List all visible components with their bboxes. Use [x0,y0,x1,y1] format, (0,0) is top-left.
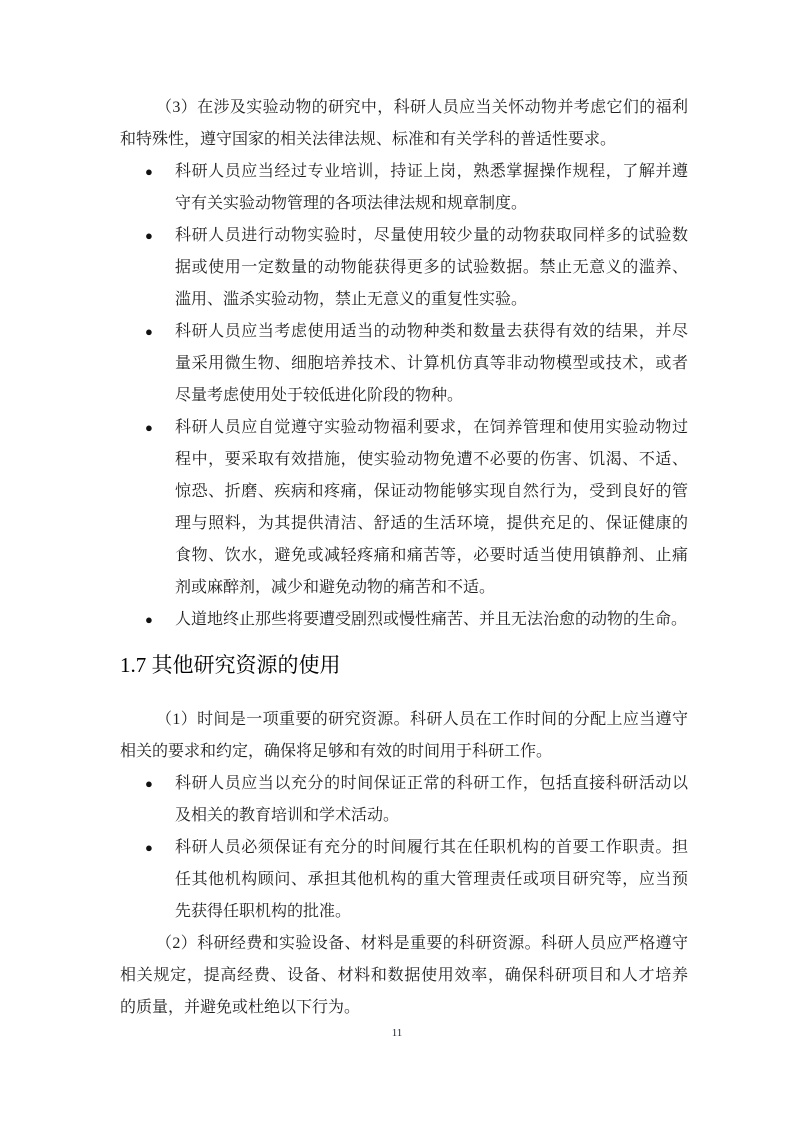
bullet-professional-training [120,156,688,220]
bullet-sufficient-time [120,768,688,832]
paragraph-1-time-resource-line-1: （1）时间是一项重要的研究资源。科研人员在工作时间的分配上应当遵守 [156,711,688,728]
paragraph-3-lab-animals-line-1: （3）在涉及实验动物的研究中，科研人员应当关怀动物并考虑它们的福利 [156,99,688,116]
bullet-icon: ● [145,228,153,243]
bullet-animal-welfare-line-2: 程中，要采取有效措施，使实验动物免遭不必要的伤害、饥渴、不适、 [175,451,688,468]
paragraph-1-time-resource [120,704,688,768]
paragraph-2-funding-equipment [120,928,688,1024]
bullet-icon: ● [145,324,153,339]
bullet-humane-termination-line-1: 人道地终止那些将要遭受剧烈或慢性痛苦、并且无法治愈的动物的生命。 [175,611,688,628]
bullet-sufficient-time-line-2: 及相关的教育培训和学术活动。 [175,807,400,824]
bullet-fewer-animals-line-3: 滥用、滥杀实验动物，禁止无意义的重复性实验。 [175,291,528,308]
bullet-professional-training-line-1: 科研人员应当经过专业培训，持证上岗，熟悉掌握操作规程，了解并遵 [175,163,688,180]
bullet-animal-welfare [120,412,688,604]
bullet-appropriate-species-line-1: 科研人员应当考虑使用适当的动物种类和数量去获得有效的结果，并尽 [175,323,688,340]
bullet-icon: ● [145,420,153,435]
page-number: 11 [391,1027,403,1039]
paragraph-3-lab-animals [120,92,688,156]
bullet-appropriate-species [120,316,688,412]
bullet-fewer-animals [120,220,688,316]
bullet-animal-welfare-line-3: 惊恐、折磨、疾病和疼痛，保证动物能够实现自然行为，受到良好的管 [175,483,688,500]
bullet-fewer-animals-line-1: 科研人员进行动物实验时，尽量使用较少量的动物获取同样多的试验数 [175,227,688,244]
bullet-sufficient-time-line-1: 科研人员应当以充分的时间保证正常的科研工作，包括直接科研活动以 [175,775,688,792]
bullet-animal-welfare-line-1: 科研人员应自觉遵守实验动物福利要求，在饲养管理和使用实验动物过 [175,419,688,436]
bullet-animal-welfare-line-5: 食物、饮水，避免或减轻疼痛和痛苦等，必要时适当使用镇静剂、止痛 [175,547,688,564]
bullet-animal-welfare-line-4: 理与照料，为其提供清洁、舒适的生活环境，提供充足的、保证健康的 [175,515,688,532]
bullet-icon: ● [145,612,153,627]
bullet-humane-termination [120,604,688,636]
bullet-icon: ● [145,776,153,791]
bullet-primary-duties-line-2: 任其他机构顾问、承担其他机构的重大管理责任或项目研究等，应当预 [175,871,688,888]
bullet-icon: ● [145,840,153,855]
section-1-7-heading: 1.7 其他研究资源的使用 [120,653,341,677]
bullet-icon: ● [145,164,153,179]
paragraph-2-funding-equipment-line-1: （2）科研经费和实验设备、材料是重要的科研资源。科研人员应严格遵守 [156,935,688,952]
document-body [120,92,688,1024]
bullet-primary-duties [120,832,688,928]
bullet-animal-welfare-line-6: 剂或麻醉剂，减少和避免动物的痛苦和不适。 [175,579,496,596]
paragraph-1-time-resource-line-2: 相关的要求和约定，确保将足够和有效的时间用于科研工作。 [120,743,553,760]
bullet-professional-training-line-2: 守有关实验动物管理的各项法律法规和规章制度。 [175,195,528,212]
paragraph-2-funding-equipment-line-2: 相关规定，提高经费、设备、材料和数据使用效率，确保科研项目和人才培养 [120,967,688,984]
bullet-appropriate-species-line-2: 量采用微生物、细胞培养技术、计算机仿真等非动物模型或技术，或者 [175,355,688,372]
paragraph-3-lab-animals-line-2: 和特殊性，遵守国家的相关法律法规、标准和有关学科的普适性要求。 [120,131,617,148]
bullet-fewer-animals-line-2: 据或使用一定数量的动物能获得更多的试验数据。禁止无意义的滥养、 [175,259,688,276]
bullet-primary-duties-line-1: 科研人员必须保证有充分的时间履行其在任职机构的首要工作职责。担 [175,839,688,856]
bullet-appropriate-species-line-3: 尽量考虑使用处于较低进化阶段的物种。 [175,387,464,404]
paragraph-2-funding-equipment-line-3: 的质量，并避免或杜绝以下行为。 [120,999,361,1016]
bullet-primary-duties-line-3: 先获得任职机构的批准。 [175,903,352,920]
